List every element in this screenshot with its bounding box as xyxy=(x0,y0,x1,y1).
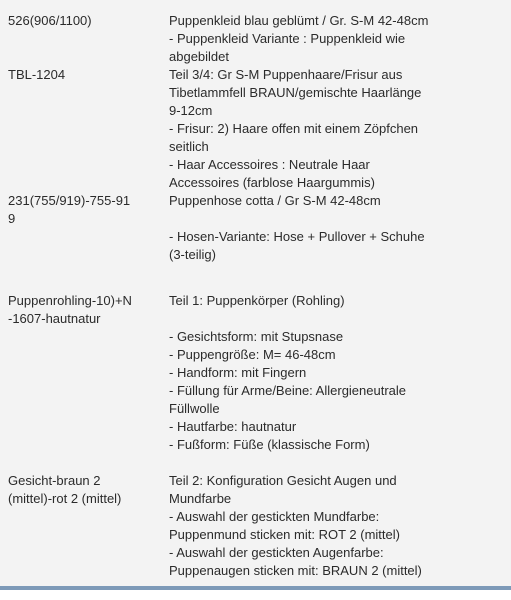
item-sku: TBL-1204 xyxy=(8,67,66,82)
description-line: Puppenkleid blau geblümt / Gr. S-M 42-48cm xyxy=(169,13,429,28)
description-line: Teil 1: Puppenkörper (Rohling) xyxy=(169,293,345,308)
description-line: - Puppengröße: M= 46-48cm xyxy=(169,347,336,362)
description-line: Puppenaugen sticken mit: BRAUN 2 (mittel) xyxy=(169,563,422,578)
description-line: - Auswahl der gestickten Mundfarbe: xyxy=(169,509,380,524)
item-sku: 231(755/919)-755-91 9 xyxy=(8,193,131,226)
table-bottom-border xyxy=(0,586,511,590)
item-sku: Gesicht-braun 2 (mittel)-rot 2 (mittel) xyxy=(8,473,122,506)
item-description xyxy=(169,292,504,454)
description-line: Teil 2: Konfiguration Gesicht Augen und xyxy=(169,473,397,488)
description-line: - Gesichtsform: mit Stupsnase xyxy=(169,329,344,344)
description-line: seitlich xyxy=(169,139,209,154)
description-line: - Hosen-Variante: Hose + Pullover + Schuhe xyxy=(169,229,425,244)
description-line: - Füllung für Arme/Beine: Allergieneutrale xyxy=(169,383,407,398)
description-line: Mundfarbe xyxy=(169,491,232,506)
description-line: Accessoires (farblose Haargummis) xyxy=(169,175,375,190)
description-line: - Haar Accessoires : Neutrale Haar xyxy=(169,157,370,172)
description-line: Tibetlammfell BRAUN/gemischte Haarlänge xyxy=(169,85,422,100)
description-line: - Puppenkleid Variante : Puppenkleid wie xyxy=(169,31,406,46)
item-sku: Puppenrohling-10)+N -1607-hautnatur xyxy=(8,293,132,326)
description-line: (3-teilig) xyxy=(169,247,216,262)
description-line xyxy=(169,310,504,328)
description-line: Füllwolle xyxy=(169,401,220,416)
description-line: Puppenmund sticken mit: ROT 2 (mittel) xyxy=(169,527,400,542)
item-sku: 526(906/1100) xyxy=(8,13,92,28)
description-line: - Handform: mit Fingern xyxy=(169,365,307,380)
description-line: - Frisur: 2) Haare offen mit einem Zöpfchen xyxy=(169,121,419,136)
item-description xyxy=(169,12,504,66)
item-description xyxy=(169,66,504,192)
description-line: Teil 3/4: Gr S-M Puppenhaare/Frisur aus xyxy=(169,67,403,82)
description-line: abgebildet xyxy=(169,49,229,64)
description-line: - Auswahl der gestickten Augenfarbe: xyxy=(169,545,384,560)
item-description xyxy=(169,472,504,580)
description-line: - Fußform: Füße (klassische Form) xyxy=(169,437,370,452)
description-line: - Hautfarbe: hautnatur xyxy=(169,419,297,434)
description-line: 9-12cm xyxy=(169,103,213,118)
description-line xyxy=(169,210,504,228)
item-description xyxy=(169,192,504,264)
description-line: Puppenhose cotta / Gr S-M 42-48cm xyxy=(169,193,381,208)
